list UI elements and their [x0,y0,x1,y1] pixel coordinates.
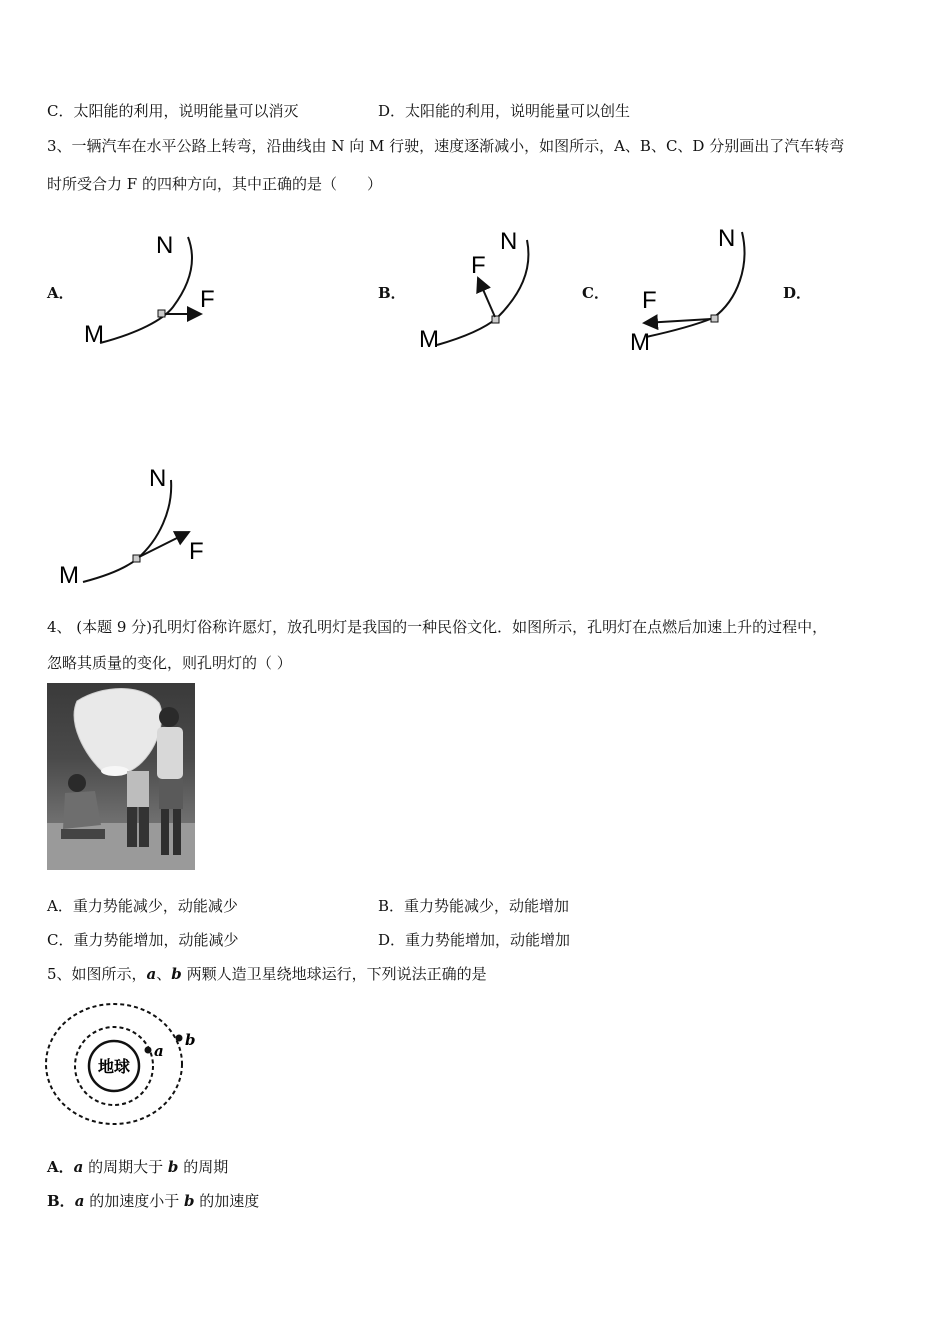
earth-label: 地球 [97,1057,131,1076]
q3-label-a: A． [47,284,74,302]
q5-stem: 5、如图所示，a、b 两颗人造卫星绕地球运行，下列说法正确的是 [47,965,487,983]
label-m: M [630,329,650,355]
curve-path [100,237,192,343]
satellite-b-icon [176,1035,183,1042]
force-arrow [478,278,495,317]
satellite-b-label: b [185,1031,196,1049]
curve-path [83,480,171,582]
label-m: M [84,321,104,348]
car-marker [492,316,499,323]
label-n: N [500,228,518,255]
q4-option-b: B．重力势能减少，动能增加 [378,897,570,915]
label-f: F [189,538,204,565]
orbit-diagram [42,998,202,1130]
label-m: M [59,562,79,589]
q4-stem-line2: 忽略其质量的变化，则孔明灯的（ ） [47,654,292,672]
q3-stem-line2: 时所受合力 F 的四种方向，其中正确的是（ ） [47,175,382,193]
satellite-a-icon [145,1047,152,1054]
label-m: M [419,326,439,353]
q4-option-c: C．重力势能增加，动能减少 [47,931,239,949]
label-f: F [471,252,486,279]
q3-figure-d [55,455,225,590]
q3-figure-b [415,225,545,355]
label-n: N [718,225,736,252]
q5-option-b: B．a 的加速度小于 b 的加速度 [47,1192,260,1210]
label-n: N [149,465,167,492]
q2-option-d: D．太阳能的利用，说明能量可以创生 [378,102,631,120]
sky-lantern-photo [47,683,195,870]
q3-stem-line1: 3、一辆汽车在水平公路上转弯，沿曲线由 N 向 M 行驶，速度逐渐减小，如图所示，A、B、C、D 分别画出了汽车转弯 [47,137,845,155]
force-arrow [139,532,189,557]
q2-option-c: C．太阳能的利用，说明能量可以消灭 [47,102,299,120]
q4-option-d: D．重力势能增加，动能增加 [378,931,571,949]
label-f: F [200,286,215,313]
q3-figure-a [78,225,228,350]
label-f: F [642,287,657,314]
q4-stem-line1: 4、 (本题 9 分)孔明灯俗称许愿灯，放孔明灯是我国的一种民俗文化．如图所示，孔明灯在点燃后加速上升的过程中， [47,618,828,636]
q3-label-d: D． [783,284,812,302]
car-marker [711,315,718,322]
q3-label-b: B． [378,284,406,302]
satellite-a-label: a [154,1042,164,1060]
car-marker [158,310,165,317]
label-n: N [156,232,174,259]
q5-option-a: A．a 的周期大于 b 的周期 [47,1158,229,1176]
q4-option-a: A．重力势能减少，动能减少 [47,897,238,915]
q3-figure-c [628,220,763,355]
q3-label-c: C． [582,284,609,302]
